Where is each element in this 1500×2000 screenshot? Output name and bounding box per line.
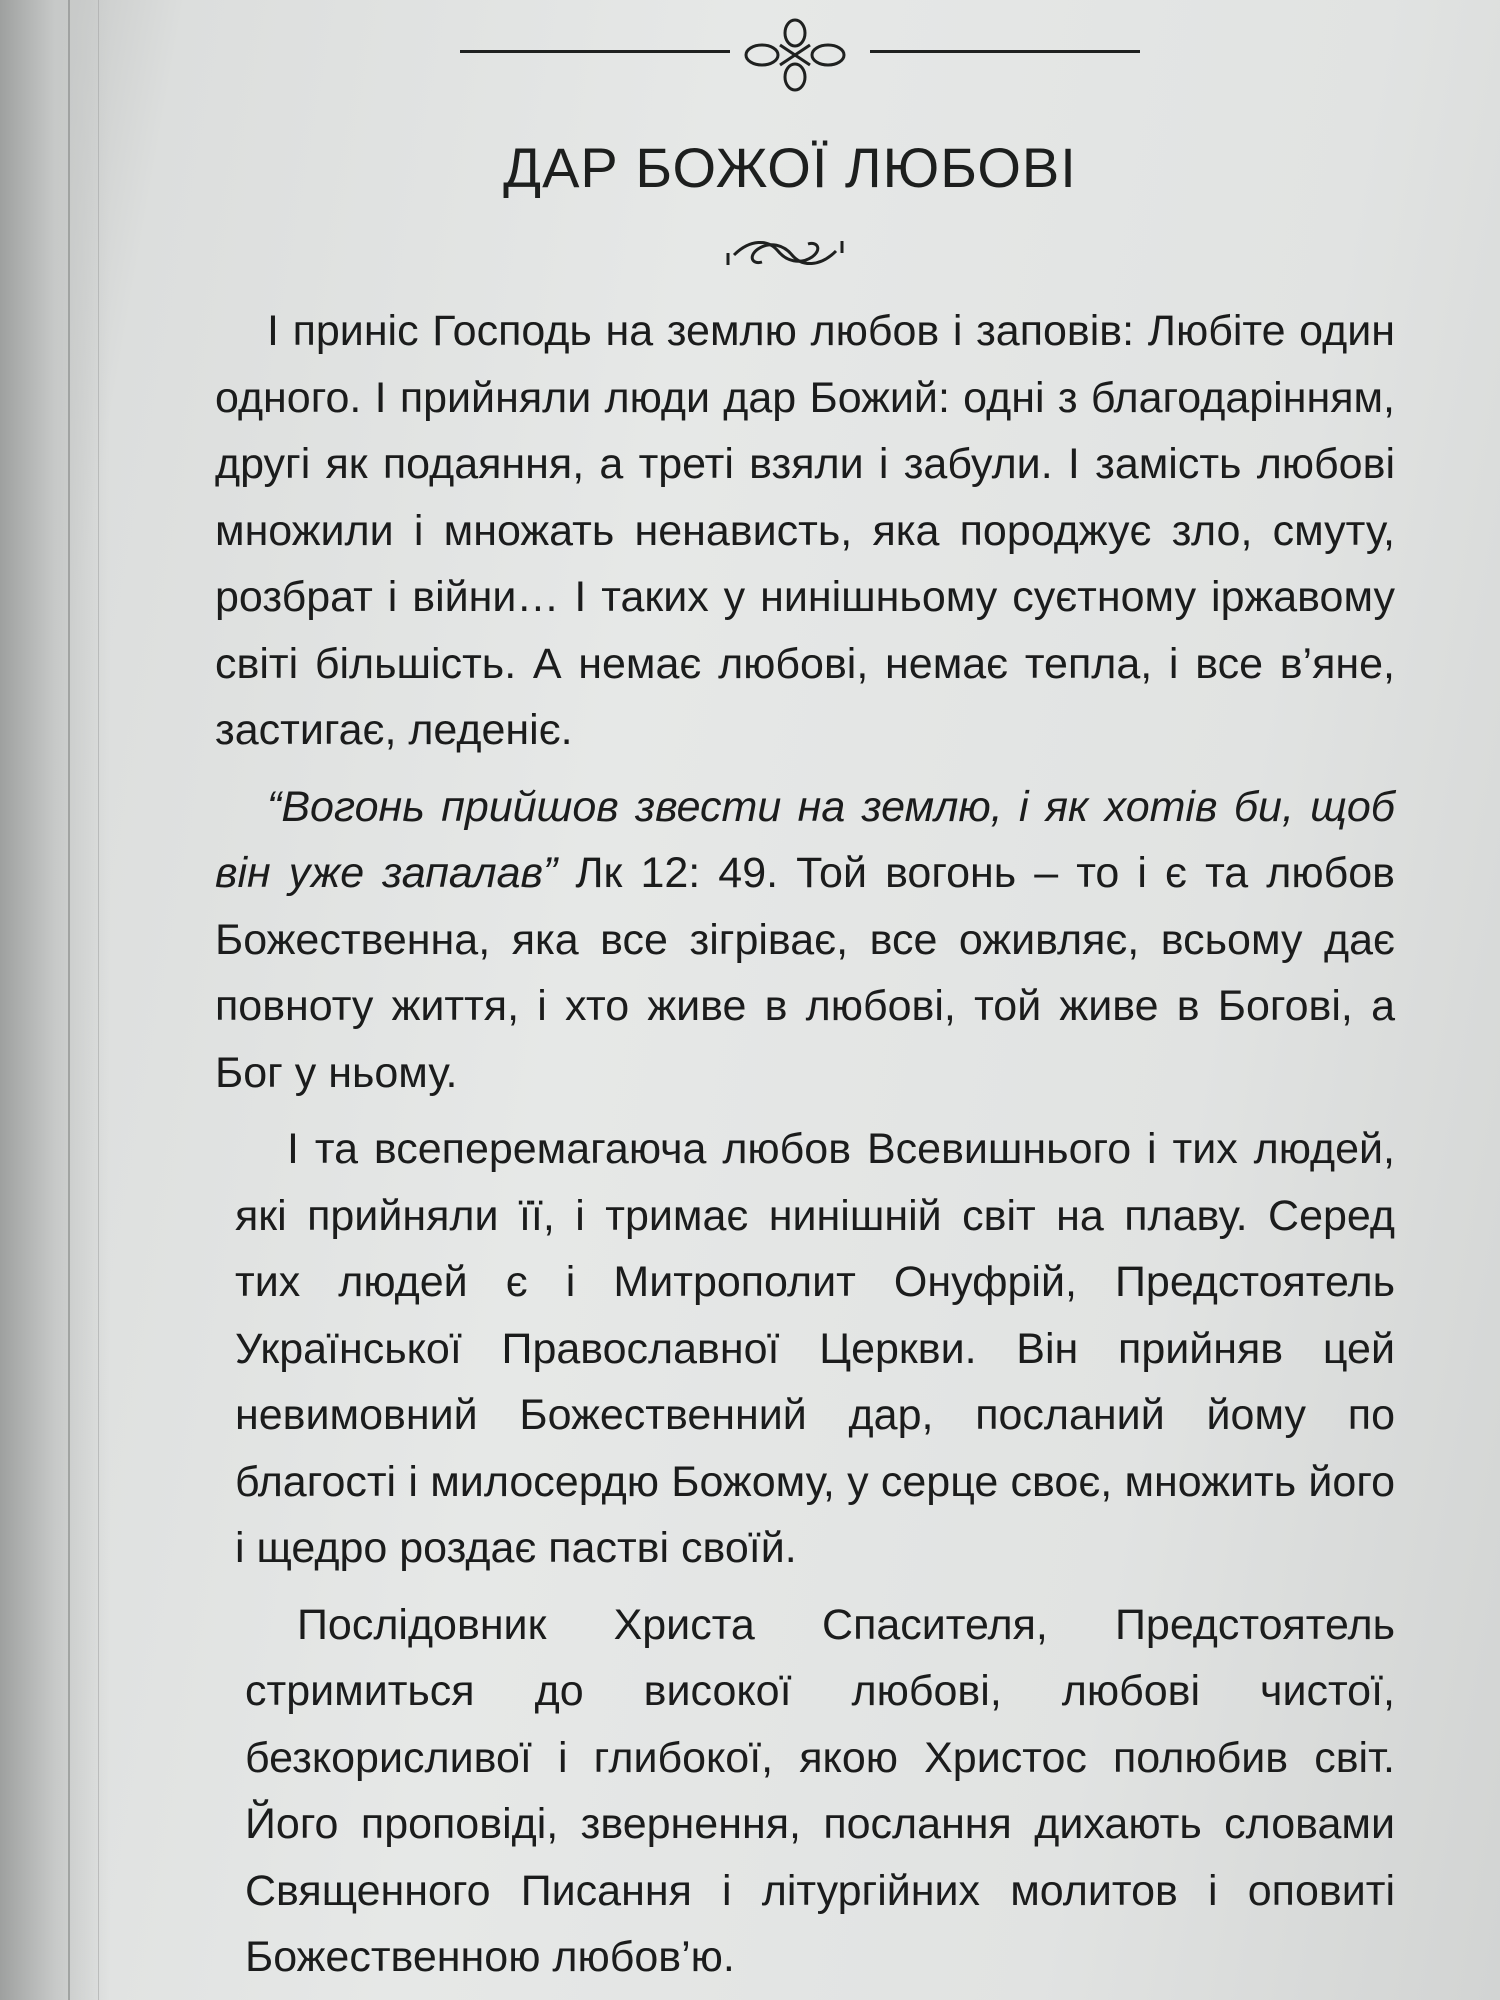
flourish-knot-icon: [740, 15, 850, 95]
scripture-quote: “Вогонь прийшов звести на землю, і як хотів би, щоб він уже запалав”: [215, 782, 1395, 897]
page-title: ДАР БОЖОЇ ЛЮБОВІ: [503, 136, 1077, 199]
gutter-edge-line: [98, 0, 99, 2000]
ornament-rule-left: [460, 50, 730, 53]
scroll-flourish-icon: [720, 235, 850, 271]
bottom-ornament: [720, 235, 850, 275]
top-ornament: [450, 10, 1140, 100]
paragraph-3: І та всеперемагаюча любов Всевишнього і тих людей, які прийняли її, і тримає нинішній світ на плаву. Серед тих людей є і Митрополит Онуфрій, Предстоятель Української Православної Церкви. Він прийняв цей невимовний Божественний дар, посланий йому по благості і милосердю Божому, у серце своє, множить його і щедро роздає пастві своїй.: [235, 1125, 1395, 1572]
paragraph-4: Послідовник Христа Спасителя, Предстоятель стримиться до високої любові, любові чистої, безкорисливої і глибокої, якою Христос полюбив світ. Його проповіді, звернення, послання дихають словами Священного Писання і літургійних молитов і оповиті Божественною любов’ю.: [245, 1600, 1395, 1981]
paragraph-2: [215, 774, 1395, 1107]
article-body: [215, 298, 1395, 1991]
gutter-fold-line: [68, 0, 70, 2000]
paragraph-2-text: Лк 12: 49. Той вогонь – то і є та любов Божественна, яка все зігріває, все оживляє, всьому дає повноту життя, і хто живе в любові, той живе в Богові, а Бог у ньому.: [215, 849, 1395, 1097]
paragraph-1: І приніс Господь на землю любов і заповів: Любіте один одного. І прийняли люди дар Божий: одні з благодарінням, другі як подаяння, а треті взяли і забули. І замість любові множили і множать ненависть, яка породжує зло, смуту, розбрат і війни… І таких у нинішньому суєтному іржавому світі більшість. А немає любові, немає тепла, і все в’яне, застигає, леденіє.: [215, 307, 1395, 754]
book-gutter: [0, 0, 110, 2000]
ornament-rule-right: [870, 50, 1140, 53]
